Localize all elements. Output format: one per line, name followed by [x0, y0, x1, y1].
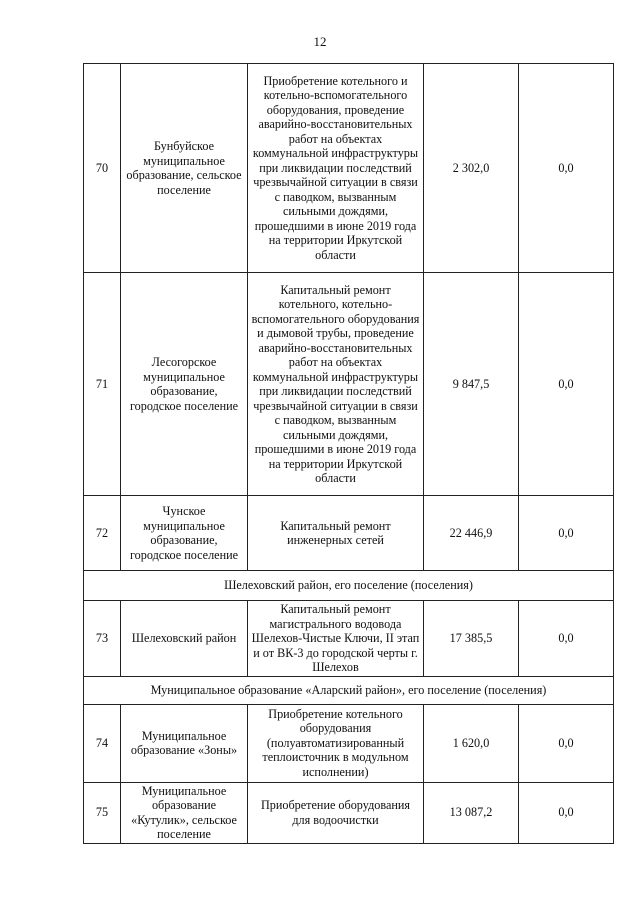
section-heading: Шелеховский район, его поселение (поселения)	[84, 571, 614, 601]
amount-cell: 2 302,0	[424, 64, 519, 273]
table-row-73	[84, 601, 614, 677]
row-number: 74	[84, 704, 121, 782]
section-heading: Муниципальное образование «Аларский район», его поселение (поселения)	[84, 676, 614, 704]
purpose-cell: Приобретение котельного и котельно-вспомогательного оборудования, проведение аварийно-восстановительных работ на объектах коммунальной инфраструктуры при ликвидации последствий чрезвычайной ситуации в связи с паводком, вызванным сильными дождями, прошедшими в июне 2019 года на территории Иркутской области	[248, 64, 424, 273]
amount-cell: 22 446,9	[424, 496, 519, 571]
purpose-cell: Капитальный ремонт инженерных сетей	[248, 496, 424, 571]
amount2-cell: 0,0	[519, 64, 614, 273]
recipient-cell: Шелеховский район	[121, 601, 248, 677]
row-number: 72	[84, 496, 121, 571]
amount2-cell: 0,0	[519, 782, 614, 843]
amount-cell: 17 385,5	[424, 601, 519, 677]
recipient-cell: Бунбуйское муниципальное образование, сельское поселение	[121, 64, 248, 273]
page-number: 12	[313, 34, 327, 49]
row-number: 71	[84, 273, 121, 496]
section-row-shelekhov	[84, 571, 614, 601]
recipient-cell: Лесогорское муниципальное образование, городское поселение	[121, 273, 248, 496]
purpose-cell: Капитальный ремонт магистрального водовода Шелехов-Чистые Ключи, II этап и от ВК-3 до городской черты г. Шелехов	[248, 601, 424, 677]
purpose-cell: Приобретение оборудования для водоочистки	[248, 782, 424, 843]
section-row-alarsky	[84, 676, 614, 704]
amount2-cell: 0,0	[519, 704, 614, 782]
table-row-74	[84, 704, 614, 782]
amount2-cell: 0,0	[519, 273, 614, 496]
table-row-71	[84, 273, 614, 496]
purpose-cell: Капитальный ремонт котельного, котельно-вспомогательного оборудования и дымовой трубы, проведение аварийно-восстановительных работ на объектах коммунальной инфраструктуры при ликвидации последствий чрезвычайной ситуации в связи с паводком, вызванным сильными дождями, прошедшими в июне 2019 года на территории Иркутской области	[248, 273, 424, 496]
row-number: 73	[84, 601, 121, 677]
amount-cell: 1 620,0	[424, 704, 519, 782]
recipient-cell: Чунское муниципальное образование, городское поселение	[121, 496, 248, 571]
amount2-cell: 0,0	[519, 601, 614, 677]
allocation-table	[83, 63, 614, 844]
recipient-cell: Муниципальное образование «Кутулик», сельское поселение	[121, 782, 248, 843]
table-row-70	[84, 64, 614, 273]
row-number: 70	[84, 64, 121, 273]
table-row-75	[84, 782, 614, 843]
amount2-cell: 0,0	[519, 496, 614, 571]
amount-cell: 13 087,2	[424, 782, 519, 843]
purpose-cell: Приобретение котельного оборудования (полуавтоматизированный теплоисточник в модульном исполнении)	[248, 704, 424, 782]
table-row-72	[84, 496, 614, 571]
row-number: 75	[84, 782, 121, 843]
recipient-cell: Муниципальное образование «Зоны»	[121, 704, 248, 782]
amount-cell: 9 847,5	[424, 273, 519, 496]
